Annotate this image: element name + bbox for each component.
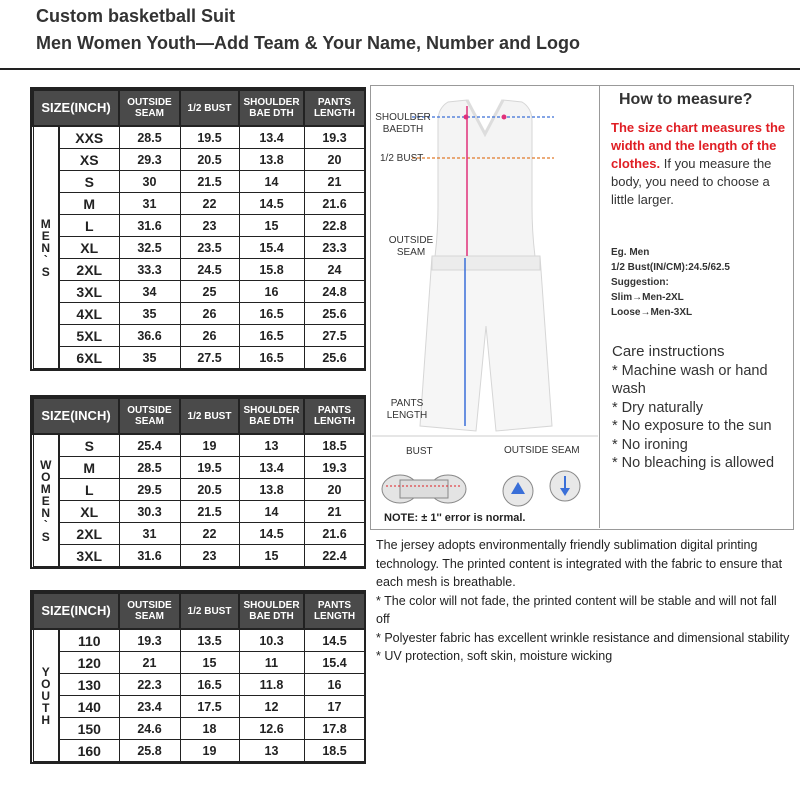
value-cell: 22.3 — [119, 674, 180, 696]
table-row — [33, 325, 365, 347]
eg-line: Loose→Men-3XL — [611, 307, 693, 318]
value-cell: 16.5 — [180, 674, 239, 696]
table-row — [33, 545, 365, 567]
value-cell: 20.5 — [180, 479, 239, 501]
page-title: Custom basketball Suit — [36, 6, 236, 26]
youth-header-row — [33, 593, 365, 629]
value-cell: 13.5 — [180, 629, 239, 652]
youth-size-table — [30, 590, 366, 764]
value-cell: 14 — [239, 171, 304, 193]
value-cell: 17.5 — [180, 696, 239, 718]
side-letter: ` — [43, 252, 48, 267]
womens-header-row — [33, 398, 365, 434]
col-half-bust: 1/2 BUST — [180, 593, 239, 629]
label-pants-length: PANTS LENGTH — [386, 398, 428, 421]
value-cell: 15 — [239, 215, 304, 237]
value-cell: 12.6 — [239, 718, 304, 740]
value-cell: 30 — [119, 171, 180, 193]
eg-line: Slim→Men-2XL — [611, 292, 684, 303]
womens-side-label — [33, 434, 59, 567]
value-cell: 21 — [304, 501, 365, 523]
description-paragraph: * Polyester fabric has excellent wrinkle resistance and dimensional stability — [376, 630, 790, 645]
value-cell: 31 — [119, 523, 180, 545]
table-row — [33, 237, 365, 259]
youth-side-label — [33, 629, 59, 762]
measure-note-red: The size chart measures the width and the length of the clothes. — [611, 120, 786, 171]
shorts-waistband — [432, 256, 540, 270]
value-cell: 22.8 — [304, 215, 365, 237]
size-cell: XL — [59, 237, 119, 259]
col-shoulder: SHOULDER BAE DTH — [239, 90, 304, 126]
col-size: SIZE(INCH) — [33, 398, 119, 434]
mens-side-label — [33, 126, 59, 369]
table-row — [33, 501, 365, 523]
value-cell: 15.8 — [239, 259, 304, 281]
value-cell: 19.3 — [304, 126, 365, 149]
size-cell: 160 — [59, 740, 119, 762]
col-shoulder: SHOULDER BAE DTH — [239, 398, 304, 434]
value-cell: 15.4 — [239, 237, 304, 259]
mens-header-row — [33, 90, 365, 126]
outside-seam-icon — [503, 471, 580, 506]
description-paragraph: The jersey adopts environmentally friendly sublimation digital printing technology. The printed content is integrated with the fabric to ensure that each mesh is breathable. — [376, 538, 783, 589]
table-row — [33, 193, 365, 215]
col-pants-length: PANTS LENGTH — [304, 593, 365, 629]
side-letter: O — [41, 469, 51, 484]
label-bust: BUST — [406, 446, 433, 457]
value-cell: 27.5 — [304, 325, 365, 347]
measure-note-black: If you measure the body, you need to choose a little larger. — [611, 156, 772, 207]
value-cell: 25 — [180, 281, 239, 303]
jersey-shape — [434, 100, 536, 264]
womens-table — [32, 397, 366, 567]
size-cell: L — [59, 479, 119, 501]
value-cell: 35 — [119, 303, 180, 325]
side-letter: T — [42, 700, 50, 715]
value-cell: 17.8 — [304, 718, 365, 740]
value-cell: 26 — [180, 303, 239, 325]
care-item: * No exposure to the sun — [612, 418, 772, 434]
value-cell: 11.8 — [239, 674, 304, 696]
measure-note — [611, 119, 791, 209]
side-letter: W — [40, 457, 52, 472]
value-cell: 25.6 — [304, 347, 365, 369]
value-cell: 21.5 — [180, 501, 239, 523]
value-cell: 22 — [180, 193, 239, 215]
table-row — [33, 303, 365, 325]
side-letter: S — [41, 264, 50, 279]
size-cell: S — [59, 434, 119, 457]
value-cell: 16 — [239, 281, 304, 303]
side-letter: N — [41, 505, 51, 520]
value-cell: 19 — [180, 434, 239, 457]
value-cell: 20.5 — [180, 149, 239, 171]
table-row — [33, 629, 365, 652]
table-row — [33, 740, 365, 762]
size-cell: 120 — [59, 652, 119, 674]
value-cell: 12 — [239, 696, 304, 718]
col-outside-seam: OUTSIDE SEAM — [119, 398, 180, 434]
size-cell: XL — [59, 501, 119, 523]
value-cell: 20 — [304, 149, 365, 171]
womens-table-body — [33, 434, 365, 567]
value-cell: 33.3 — [119, 259, 180, 281]
value-cell: 19.3 — [304, 457, 365, 479]
value-cell: 31.6 — [119, 545, 180, 567]
table-row — [33, 457, 365, 479]
eg-line: Suggestion: — [611, 277, 669, 288]
header-divider — [0, 68, 800, 70]
eg-line: 1/2 Bust(IN/CM):24.5/62.5 — [611, 262, 730, 273]
value-cell: 25.8 — [119, 740, 180, 762]
value-cell: 25.4 — [119, 434, 180, 457]
product-description — [376, 536, 792, 666]
value-cell: 18.5 — [304, 434, 365, 457]
table-row — [33, 347, 365, 369]
description-paragraph: * The color will not fade, the printed content will be stable and will not fall off — [376, 593, 777, 626]
value-cell: 22 — [180, 523, 239, 545]
size-cell: 3XL — [59, 545, 119, 567]
table-row — [33, 523, 365, 545]
table-row — [33, 674, 365, 696]
label-outside-seam-bottom: OUTSIDE SEAM — [504, 445, 580, 456]
table-row — [33, 259, 365, 281]
mens-table — [32, 89, 366, 369]
value-cell: 17 — [304, 696, 365, 718]
shorts-shape — [420, 256, 552, 431]
size-cell: 2XL — [59, 523, 119, 545]
womens-size-table — [30, 395, 366, 569]
value-cell: 23.5 — [180, 237, 239, 259]
size-cell: 4XL — [59, 303, 119, 325]
table-row — [33, 696, 365, 718]
label-outside-seam: OUTSIDE SEAM — [388, 235, 434, 258]
value-cell: 28.5 — [119, 457, 180, 479]
col-outside-seam: OUTSIDE SEAM — [119, 593, 180, 629]
value-cell: 21.6 — [304, 193, 365, 215]
size-cell: 3XL — [59, 281, 119, 303]
col-size: SIZE(INCH) — [33, 90, 119, 126]
mens-table-body — [33, 126, 365, 369]
value-cell: 13 — [239, 740, 304, 762]
care-item: * Machine wash or hand wash — [612, 362, 768, 397]
value-cell: 21 — [119, 652, 180, 674]
value-cell: 16.5 — [239, 303, 304, 325]
table-row — [33, 281, 365, 303]
value-cell: 26 — [180, 325, 239, 347]
table-row — [33, 718, 365, 740]
value-cell: 29.3 — [119, 149, 180, 171]
table-row — [33, 434, 365, 457]
value-cell: 11 — [239, 652, 304, 674]
value-cell: 19.3 — [119, 629, 180, 652]
col-half-bust: 1/2 BUST — [180, 398, 239, 434]
value-cell: 30.3 — [119, 501, 180, 523]
eg-line: Eg. Men — [611, 247, 650, 258]
side-letter: S — [41, 529, 50, 544]
value-cell: 35 — [119, 347, 180, 369]
col-pants-length: PANTS LENGTH — [304, 90, 365, 126]
error-note: NOTE: ± 1'' error is normal. — [384, 512, 526, 524]
panel-divider — [599, 85, 600, 528]
value-cell: 24 — [304, 259, 365, 281]
col-pants-length: PANTS LENGTH — [304, 398, 365, 434]
value-cell: 13.4 — [239, 457, 304, 479]
value-cell: 13.8 — [239, 479, 304, 501]
value-cell: 34 — [119, 281, 180, 303]
value-cell: 23 — [180, 545, 239, 567]
size-cell: 5XL — [59, 325, 119, 347]
description-paragraph: * UV protection, soft skin, moisture wicking — [376, 649, 613, 663]
value-cell: 28.5 — [119, 126, 180, 149]
col-outside-seam: OUTSIDE SEAM — [119, 90, 180, 126]
value-cell: 14 — [239, 501, 304, 523]
value-cell: 25.6 — [304, 303, 365, 325]
value-cell: 16.5 — [239, 325, 304, 347]
care-item: * No ironing — [612, 436, 688, 453]
value-cell: 23.3 — [304, 237, 365, 259]
col-half-bust: 1/2 BUST — [180, 90, 239, 126]
value-cell: 24.6 — [119, 718, 180, 740]
value-cell: 19 — [180, 740, 239, 762]
side-letter: E — [41, 228, 50, 243]
side-letter: M — [40, 216, 51, 231]
value-cell: 22.4 — [304, 545, 365, 567]
value-cell: 24.8 — [304, 281, 365, 303]
size-cell: 140 — [59, 696, 119, 718]
side-letter: Y — [41, 664, 50, 679]
value-cell: 31.6 — [119, 215, 180, 237]
value-cell: 19.5 — [180, 457, 239, 479]
value-cell: 21.5 — [180, 171, 239, 193]
bust-icon — [382, 475, 466, 503]
side-letter: N — [41, 240, 51, 255]
table-row — [33, 171, 365, 193]
care-title: Care instructions — [612, 343, 725, 360]
table-row — [33, 126, 365, 149]
size-cell: L — [59, 215, 119, 237]
value-cell: 21 — [304, 171, 365, 193]
label-half-bust: 1/2 BUST — [380, 153, 424, 164]
value-cell: 29.5 — [119, 479, 180, 501]
value-cell: 19.5 — [180, 126, 239, 149]
size-cell: XXS — [59, 126, 119, 149]
size-cell: 6XL — [59, 347, 119, 369]
side-letter: O — [41, 676, 51, 691]
size-cell: M — [59, 193, 119, 215]
table-row — [33, 479, 365, 501]
youth-table-body — [33, 629, 365, 762]
table-row — [33, 215, 365, 237]
value-cell: 24.5 — [180, 259, 239, 281]
value-cell: 16.5 — [239, 347, 304, 369]
size-cell: 2XL — [59, 259, 119, 281]
size-cell: 130 — [59, 674, 119, 696]
value-cell: 13.8 — [239, 149, 304, 171]
value-cell: 23.4 — [119, 696, 180, 718]
value-cell: 14.5 — [239, 193, 304, 215]
value-cell: 13.4 — [239, 126, 304, 149]
size-cell: XS — [59, 149, 119, 171]
measure-title: How to measure? — [619, 91, 753, 108]
size-cell: 150 — [59, 718, 119, 740]
care-item: * No bleaching is allowed — [612, 455, 775, 471]
side-letter: U — [41, 688, 51, 703]
value-cell: 18 — [180, 718, 239, 740]
side-letter: H — [41, 712, 51, 727]
table-row — [33, 652, 365, 674]
size-cell: 110 — [59, 629, 119, 652]
value-cell: 21.6 — [304, 523, 365, 545]
value-cell: 27.5 — [180, 347, 239, 369]
table-row — [33, 149, 365, 171]
care-item: * Dry naturally — [612, 399, 704, 416]
value-cell: 31 — [119, 193, 180, 215]
mens-size-table — [30, 87, 366, 371]
value-cell: 16 — [304, 674, 365, 696]
value-cell: 15 — [180, 652, 239, 674]
value-cell: 14.5 — [304, 629, 365, 652]
value-cell: 15 — [239, 545, 304, 567]
size-cell: S — [59, 171, 119, 193]
value-cell: 36.6 — [119, 325, 180, 347]
label-shoulder: SHOULDER BAEDTH — [375, 112, 431, 135]
value-cell: 14.5 — [239, 523, 304, 545]
col-shoulder: SHOULDER BAE DTH — [239, 593, 304, 629]
value-cell: 23 — [180, 215, 239, 237]
youth-table — [32, 592, 366, 762]
value-cell: 10.3 — [239, 629, 304, 652]
value-cell: 13 — [239, 434, 304, 457]
page-subtitle: Men Women Youth—Add Team & Your Name, Number and Logo — [36, 33, 581, 53]
side-letter: E — [41, 493, 50, 508]
col-size: SIZE(INCH) — [33, 593, 119, 629]
value-cell: 32.5 — [119, 237, 180, 259]
side-letter: ` — [43, 517, 48, 532]
measure-example — [611, 245, 730, 320]
care-instructions — [612, 343, 792, 473]
size-cell: M — [59, 457, 119, 479]
value-cell: 15.4 — [304, 652, 365, 674]
value-cell: 18.5 — [304, 740, 365, 762]
side-letter: M — [40, 481, 51, 496]
value-cell: 20 — [304, 479, 365, 501]
